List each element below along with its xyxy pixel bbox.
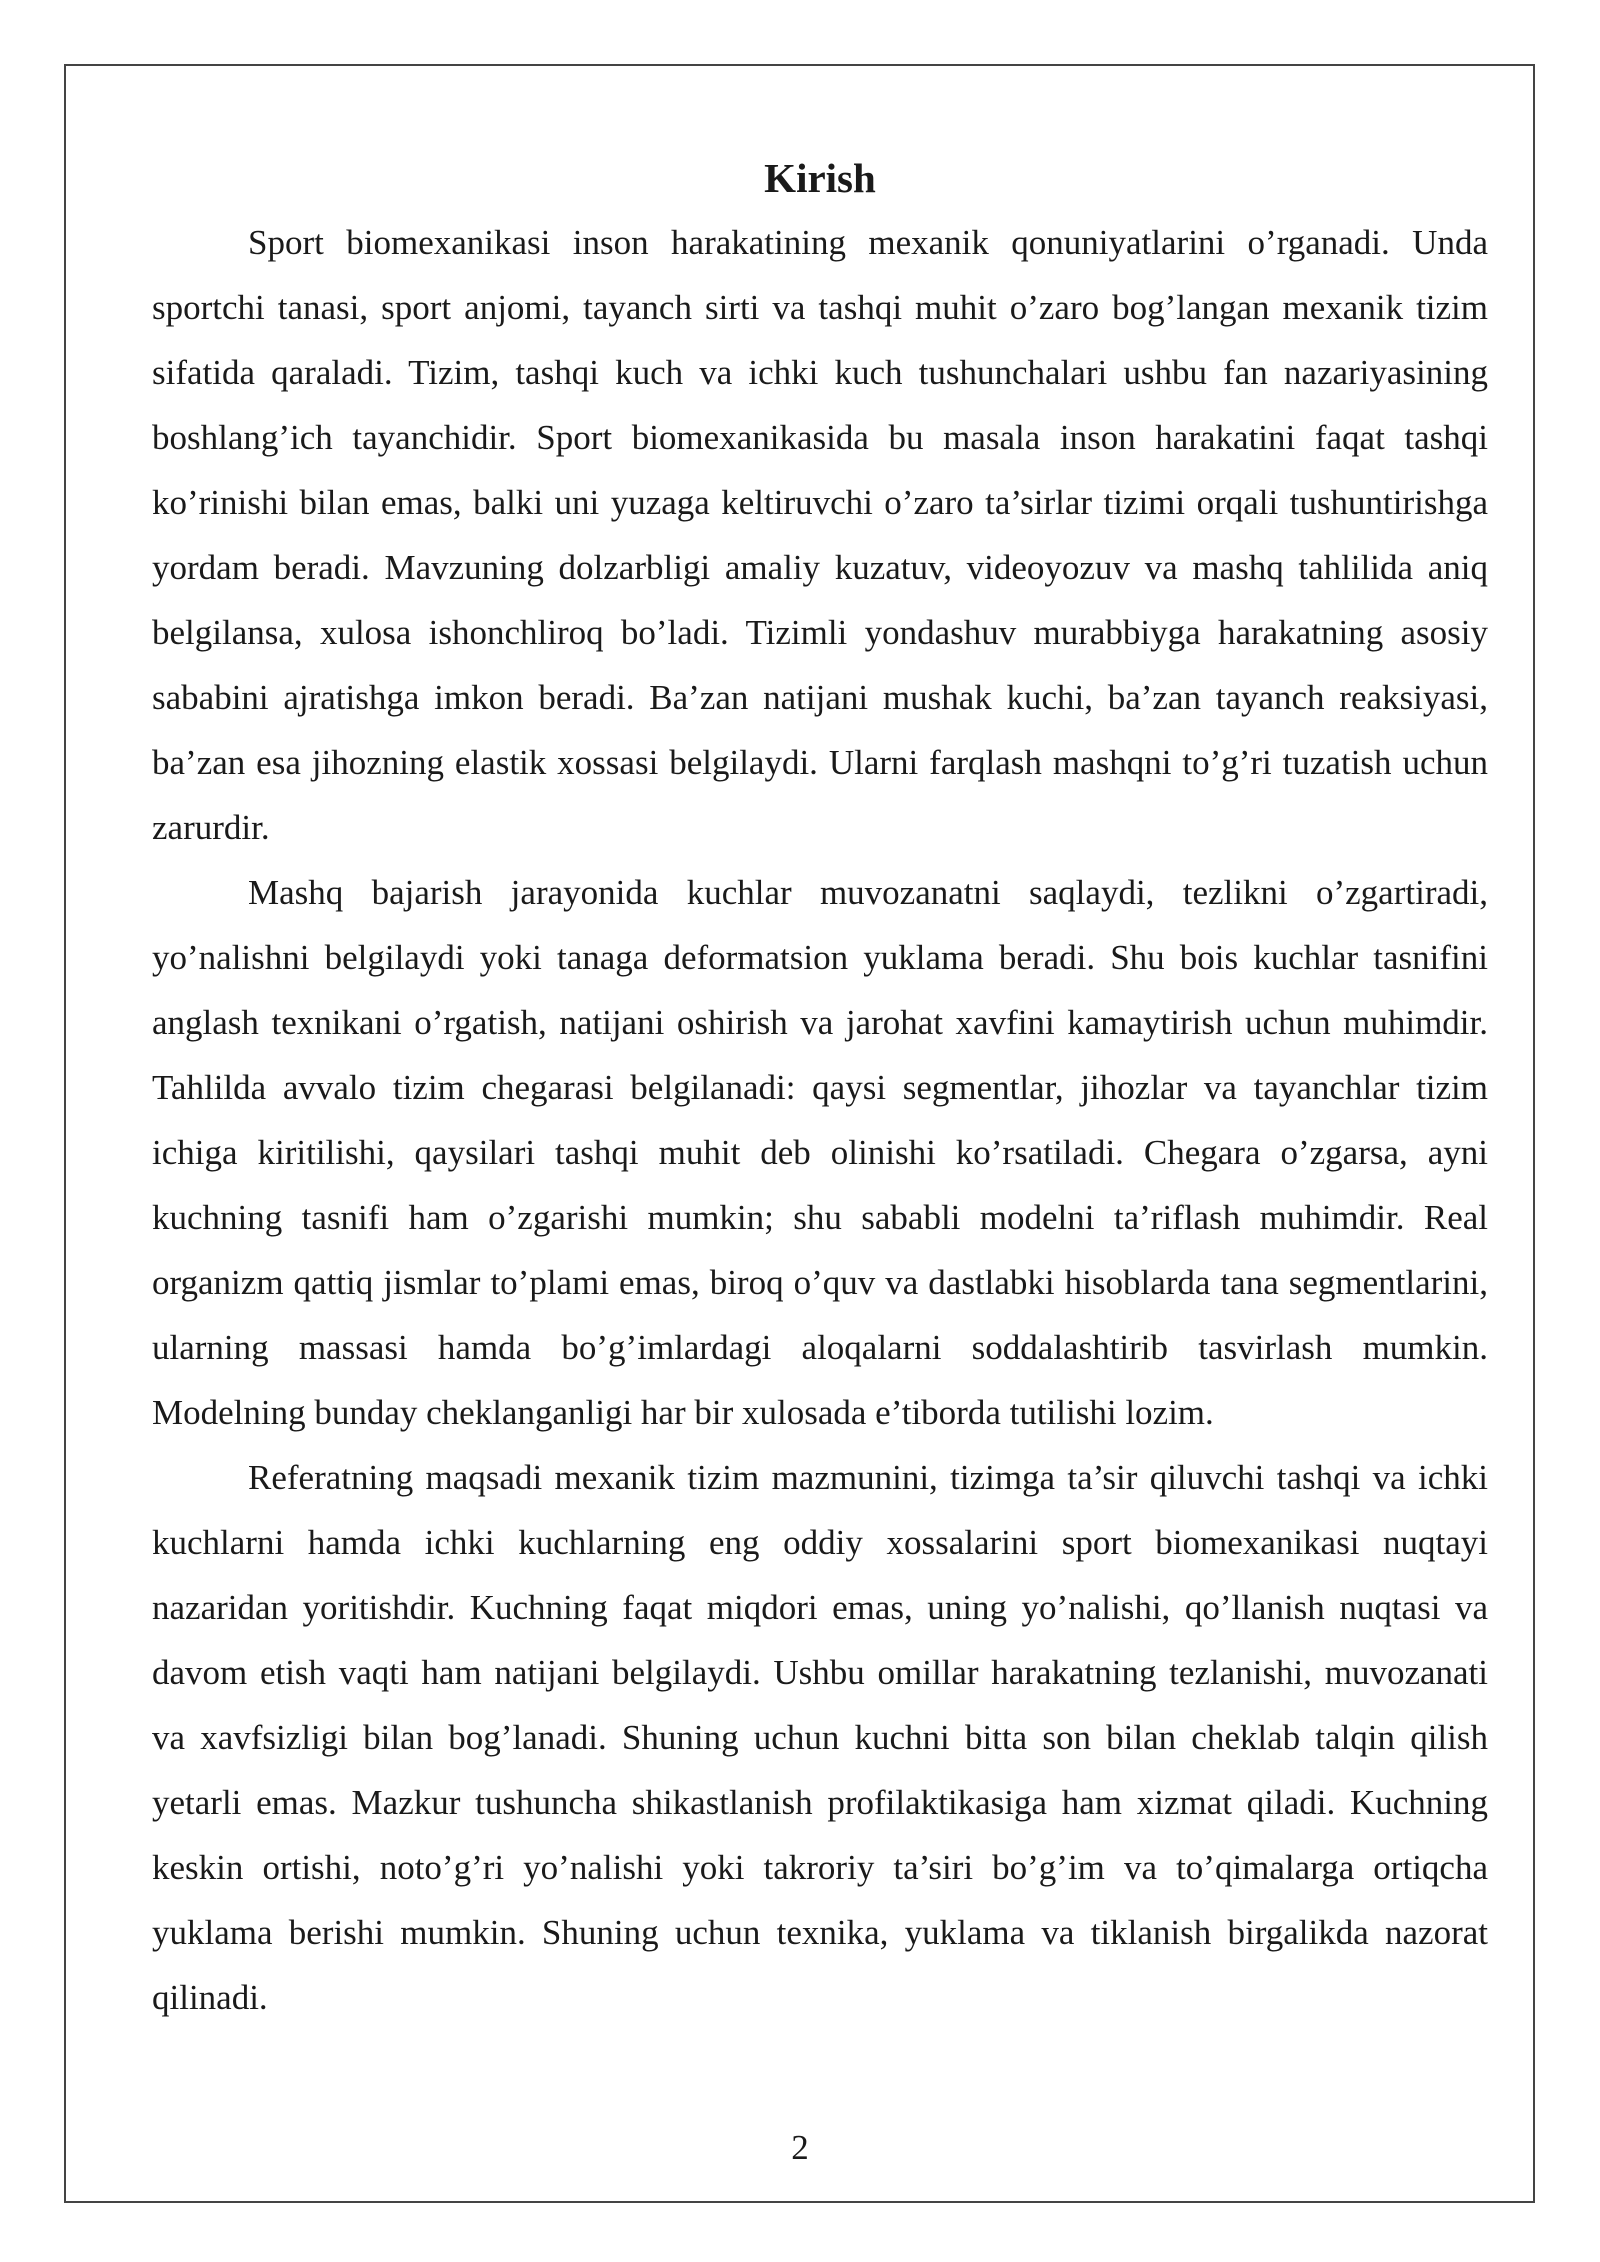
paragraph-1: Sport biomexanikasi inson harakatining mexanik qonuniyatlarini o’rganadi. Unda sportchi tanasi, sport anjomi, tayanch sirti va tashqi muhit o’zaro bog’langan mexanik tizim sifatida qaraladi. Tizim, tashqi kuch va ichki kuch tushunchalari ushbu fan nazariyasining boshlang’ich tayanchidir. Sport biomexanikasida bu masala inson harakatini faqat tashqi ko’rinishi bilan emas, balki uni yuzaga keltiruvchi o’zaro ta’sirlar tizimi orqali tushuntirishga yordam beradi. Mavzuning dolzarbligi amaliy kuzatuv, videoyozuv va mashq tahlilida aniq belgilansa, xulosa ishonchliroq bo’ladi. Tizimli yondashuv murabbiyga harakatning asosiy sababini ajratishga imkon beradi. Ba’zan natijani mushak kuchi, ba’zan tayanch reaksiyasi, ba’zan esa jihozning elastik xossasi belgilaydi. Ularni farqlash mashqni to’g’ri tuzatish uchun zarurdir.: [152, 223, 1488, 847]
section-heading: Kirish: [764, 155, 876, 201]
paragraph-2: Mashq bajarish jarayonida kuchlar muvozanatni saqlaydi, tezlikni o’zgartiradi, yo’nalishni belgilaydi yoki tanaga deformatsion yuklama beradi. Shu bois kuchlar tasnifini anglash texnikani o’rgatish, natijani oshirish va jarohat xavfini kamaytirish uchun muhimdir. Tahlilda avvalo tizim chegarasi belgilanadi: qaysi segmentlar, jihozlar va tayanchlar tizim ichiga kiritilishi, qaysilari tashqi muhit deb olinishi ko’rsatiladi. Chegara o’zgarsa, ayni kuchning tasnifi ham o’zgarishi mumkin; shu sababli modelni ta’riflash muhimdir. Real organizm qattiq jismlar to’plami emas, biroq o’quv va dastlabki hisoblarda tana segmentlarini, ularning massasi hamda bo’g’imlardagi aloqalarni soddalashtirib tasvirlash mumkin. Modelning bunday cheklanganligi har bir xulosada e’tiborda tutilishi lozim.: [152, 873, 1488, 1432]
page-number: 2: [791, 2128, 809, 2167]
page-content: [152, 148, 1488, 2030]
paragraph-3: Referatning maqsadi mexanik tizim mazmunini, tizimga ta’sir qiluvchi tashqi va ichki kuchlarni hamda ichki kuchlarning eng oddiy xossalarini sport biomexanikasi nuqtayi nazaridan yoritishdir. Kuchning faqat miqdori emas, uning yo’nalishi, qo’llanish nuqtasi va davom etish vaqti ham natijani belgilaydi. Ushbu omillar harakatning tezlanishi, muvozanati va xavfsizligi bilan bog’lanadi. Shuning uchun kuchni bitta son bilan cheklab talqin qilish yetarli emas. Mazkur tushuncha shikastlanish profilaktikasiga ham xizmat qiladi. Kuchning keskin ortishi, noto’g’ri yo’nalishi yoki takroriy ta’siri bo’g’im va to’qimalarga ortiqcha yuklama berishi mumkin. Shuning uchun texnika, yuklama va tiklanish birgalikda nazorat qilinadi.: [152, 1458, 1488, 2017]
